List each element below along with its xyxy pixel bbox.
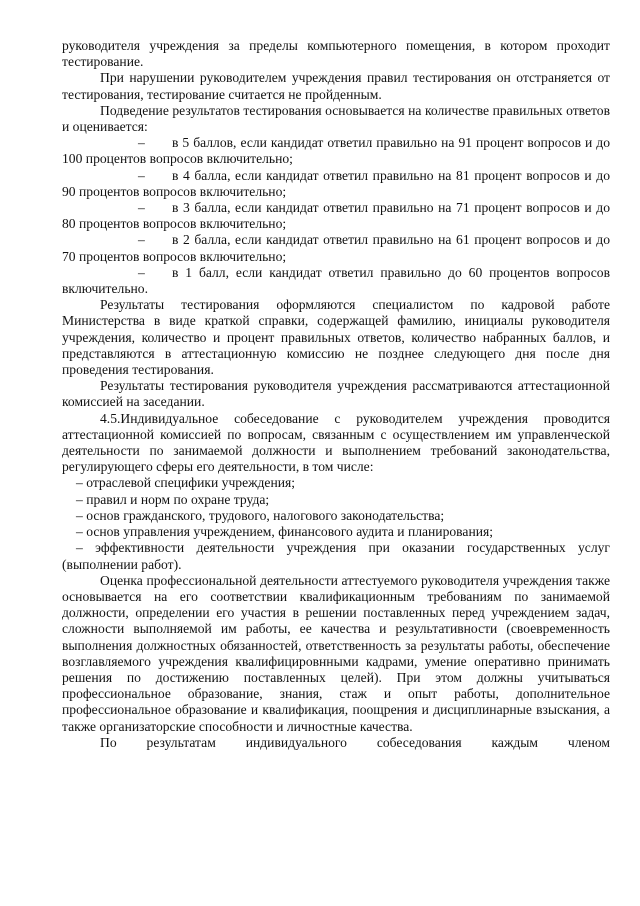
list-item: – в 1 балл, если кандидат ответил правильно до 60 процентов вопросов включительно.: [62, 264, 610, 297]
list-item: – в 3 балла, если кандидат ответил правильно на 71 процент вопросов и до 80 процентов вопросов включительно;: [62, 200, 610, 232]
list-item: – в 4 балла, если кандидат ответил правильно на 81 процент вопросов и до 90 процентов вопросов включительно;: [62, 167, 610, 199]
list-item: – эффективности деятельности учреждения при оказании государственных услуг (выполнении работ).: [62, 540, 610, 572]
list-item: – отраслевой специфики учреждения;: [76, 475, 296, 491]
paragraph: 4.5.Индивидуальное собеседование с руководителем учреждения проводится аттестационной комиссией по вопросам, связанным с осуществлением им управленческой деятельности по занимаемой должности и выполнением требований законодательства, регулирующего сферы его деятельности, в том числе:: [62, 410, 610, 475]
list-item: – в 5 баллов, если кандидат ответил правильно на 91 процент вопросов и до 100 процентов вопросов включительно;: [62, 135, 610, 167]
paragraph: Результаты тестирования руководителя учреждения рассматриваются аттестационной комиссией на заседании.: [62, 378, 610, 410]
list-item: – основ управления учреждением, финансового аудита и планирования;: [76, 524, 494, 540]
paragraph: При нарушении руководителем учреждения правил тестирования он отстраняется от тестирования, тестирование считается не пройденным.: [62, 70, 610, 102]
paragraph: Подведение результатов тестирования основывается на количестве правильных ответов и оценивается:: [62, 102, 610, 135]
paragraph: По результатам индивидуального собеседования каждым членом: [100, 734, 610, 750]
paragraph: руководителя учреждения за пределы компьютерного помещения, в котором проходит тестирование.: [62, 38, 610, 70]
paragraph: Результаты тестирования оформляются специалистом по кадровой работе Министерства в виде краткой справки, содержащей фамилию, инициалы руководителя учреждения, количество и процент правильных ответов, количество набранных баллов, и представляются в аттестационную комиссию не позднее следующего дня после дня проведения тестирования.: [62, 297, 610, 378]
list-item: – правил и норм по охране труда;: [76, 491, 270, 507]
list-item: – в 2 балла, если кандидат ответил правильно на 61 процент вопросов и до 70 процентов вопросов включительно;: [62, 232, 610, 264]
document-body: [62, 38, 610, 751]
paragraph: Оценка профессиональной деятельности аттестуемого руководителя учреждения также основывается на его соответствии квалификационным требованиям по занимаемой должности, определении его участия в решении поставленных перед учреждением задач, сложности выполняемой им работы, ее качества и результативности (своевременность выполнения должностных обязанностей, ответственность за результаты работы, обеспечение возглавляемого учреждения квалифицировнными кадрами, умение оперативно принимать решения по достижению поставленных целей). При этом должны учитываться профессиональное образование, знания, стаж и опыт работы, дополнительное профессиональное образование и квалификация, поощрения и дисциплинарные взыскания, а также организаторские способности и личностные качества.: [62, 572, 610, 734]
list-item: – основ гражданского, трудового, налогового законодательства;: [76, 507, 445, 523]
